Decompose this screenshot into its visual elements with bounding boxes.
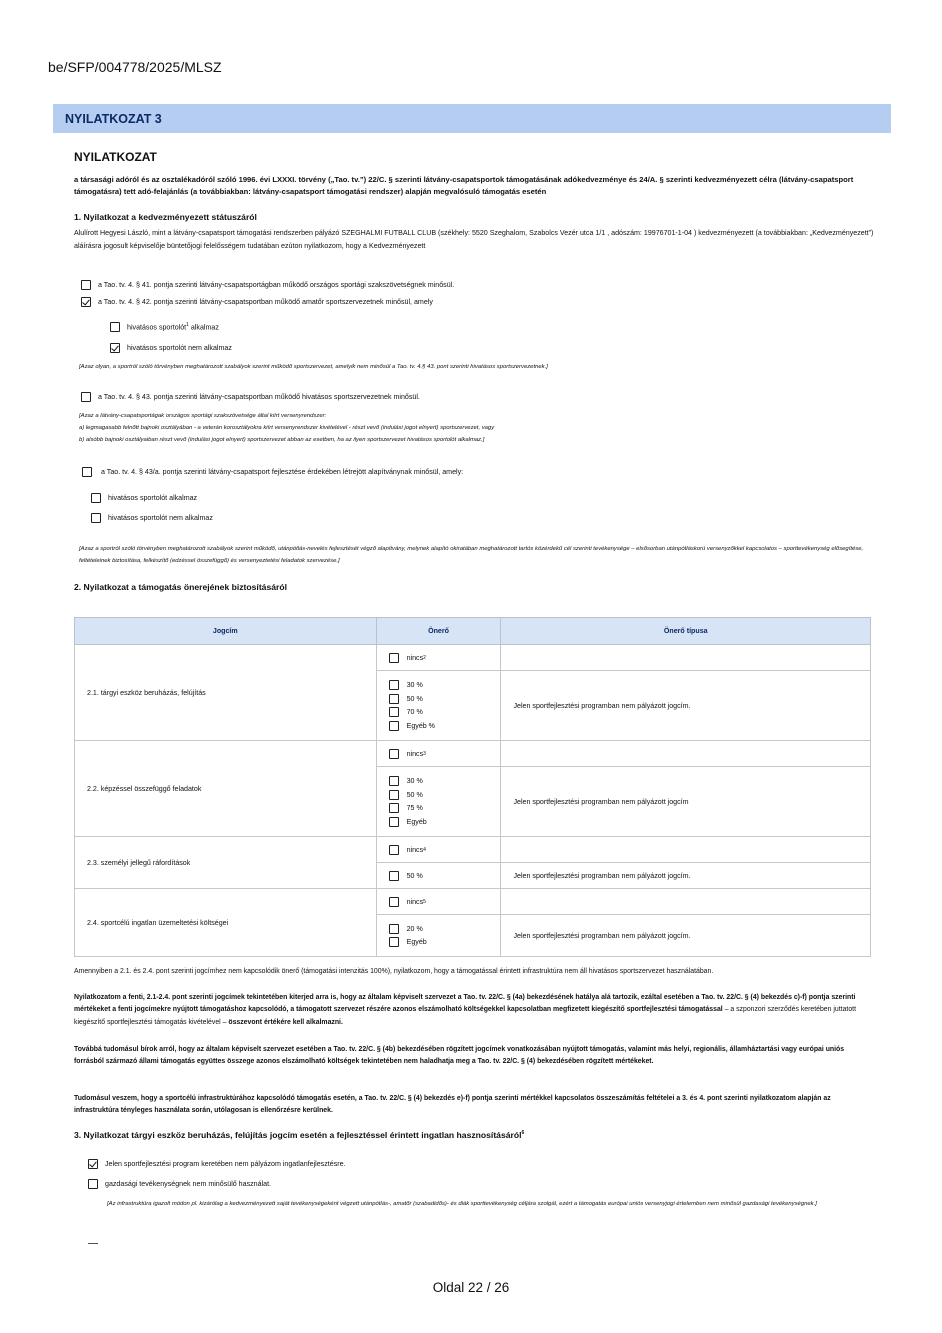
checkbox-icon[interactable] xyxy=(389,694,399,704)
row-label: 2.2. képzéssel összefüggő feladatok xyxy=(75,741,377,837)
option-label: gazdasági tevékenységnek nem minősülő használat. xyxy=(105,1180,272,1188)
option-label: nincs xyxy=(406,845,424,854)
option-label: nincs xyxy=(406,897,424,906)
status-option-42[interactable] xyxy=(81,297,433,307)
table-header-row xyxy=(75,618,871,645)
option-percent[interactable] xyxy=(389,788,501,802)
table-row xyxy=(75,837,871,863)
table-row xyxy=(75,645,871,671)
option-percent[interactable] xyxy=(389,922,501,936)
option-percent[interactable] xyxy=(389,692,501,706)
none-cell xyxy=(376,889,501,915)
declaration-intro: a társasági adóról és az osztalékadóról szóló 1996. évi LXXXI. törvény („Tao. tv.”) 22/C. § szerinti látvány-csapatsportok támogatásának adókedvezménye és 24/A. § szerinti kedvezményezett célra (látvány-csapatsport támogatásra) tett adó-felajánlás (a továbbiakban: látvány-csapatsport támogatási rendszer) alapján megvalósuló támogatás esetén xyxy=(74,175,854,197)
option-label: 70 % xyxy=(406,708,423,717)
footnote-ref: 4 xyxy=(423,846,426,853)
own-contribution-table xyxy=(74,617,871,957)
document-id: be/SFP/004778/2025/MLSZ xyxy=(48,59,222,75)
table-row xyxy=(75,741,871,767)
option-label: hivatásos sportolót alkalmaz xyxy=(108,494,198,502)
status-option-41[interactable] xyxy=(81,280,454,290)
status-42-professional-no[interactable] xyxy=(110,343,232,353)
option-label: Jelen sportfejlesztési program keretében nem pályázom ingatlanfejlesztésre. xyxy=(105,1160,346,1168)
option-label: 75 % xyxy=(406,804,423,813)
checkbox-icon[interactable] xyxy=(389,721,399,731)
section-3-title-text: 3. Nyilatkozat tárgyi eszköz beruházás, felújítás jogcím esetén a fejlesztéssel érintett ingatlan hasznosításáról xyxy=(74,1130,522,1140)
footnote-ref: 3 xyxy=(423,750,426,757)
checkbox-icon[interactable] xyxy=(389,749,399,759)
type-cell: Jelen sportfejlesztési programban nem pályázott jogcím xyxy=(501,767,871,837)
checkbox-icon[interactable] xyxy=(389,803,399,813)
type-cell: Jelen sportfejlesztési programban nem pályázott jogcím. xyxy=(501,671,871,741)
section-1-text: Alulírott Hegyesi László, mint a látvány-csapatsport támogatási rendszerben pályázó SZEGHALMI FUTBALL CLUB (székhely: 5520 Szeghalom, Szabolcs Vezér utca 1/1 , adószám: 19976701-1-04 ) kedvezményezett (a továbbiakban: „Kedvezményezett”) aláírásra jogosult képviselője büntetőjogi felelősségem tudatában ezúton nyilatkozom, hogy a Kedvezményezett xyxy=(74,229,874,250)
option-percent[interactable] xyxy=(389,815,501,829)
section-header-bar xyxy=(53,104,891,133)
para-part: – a szponzori szerződés keretében juttatott kiegészítő sportfejlesztési támogatás kivételével – xyxy=(74,1006,856,1026)
paragraph-state-aid: Továbbá tudomásul bírok arról, hogy az általam képviselt szervezet esetében a Tao. tv. 22/C. § (4b) bekezdésében rögzített jogcímek vonatkozásában nyújtott támogatás, valamint más helyi, regionális, államháztartási vagy európai uniós forrásból származó állami támogatás együttes összege azonos elszámolható költségek tekintetében nem haladhatja meg a Tao. tv. 22/C. § (4) bekezdésében rögzített mértékeket. xyxy=(74,1046,845,1066)
checkbox-icon[interactable] xyxy=(91,493,101,503)
empty-cell xyxy=(501,889,871,915)
percent-cell xyxy=(376,767,501,837)
option-none[interactable] xyxy=(389,651,501,665)
option-text: hivatásos sportolót xyxy=(127,323,187,332)
table-row xyxy=(75,889,871,915)
option-percent[interactable] xyxy=(389,719,501,733)
checkbox-icon[interactable] xyxy=(82,467,92,477)
header-onero: Önerő xyxy=(376,618,501,645)
note-42: [Azaz olyan, a sportról szóló törvényben meghatározott szabályok szerint működő sportszervezet, amelyik nem minősül a Tao. tv. 4.§ 43. pont szerinti hivatásos sportszervezetnek.] xyxy=(79,364,548,370)
option-label: 50 % xyxy=(406,790,423,799)
note-43a: [Azaz a sportról szóló törvényben meghatározott szabályok szerint működő, utánpótlás-nevelés fejlesztését végző alapítvány, melynek alapító okiratában meghatározott tartós közérdekű cél szerinti tevékenysége – elsősorban utánpótláskorú versenyzőkkel kapcsolatos – sporttevékenység elősegítése, feltételeinek biztosítása, felkészítő (edzéssel összefüggő) és versenyeztetési feladatok szervezése.] xyxy=(79,546,864,564)
option-percent[interactable] xyxy=(389,679,501,693)
section-title: NYILATKOZAT 3 xyxy=(65,112,162,126)
checkbox-icon[interactable] xyxy=(389,871,399,881)
option-none[interactable] xyxy=(389,895,501,909)
option-none[interactable] xyxy=(389,843,501,857)
status-43a-professional-no[interactable] xyxy=(91,513,213,523)
option-text-tail: alkalmaz xyxy=(188,323,219,332)
option-label: 30 % xyxy=(406,777,423,786)
checkbox-icon[interactable] xyxy=(389,790,399,800)
option-label: 20 % xyxy=(406,924,423,933)
note-line: b) alsóbb bajnoki osztályaiban részt vevő (indulási jogot elnyert) sportszervezet abban az esetben, ha az ilyen sportszervezet hivatásos sportolót alkalmaz.] xyxy=(79,436,485,443)
footnote-ref: 2 xyxy=(423,654,426,661)
checkbox-icon[interactable] xyxy=(91,513,101,523)
checkbox-icon[interactable] xyxy=(389,897,399,907)
option-label: a Tao. tv. 4. § 43. pontja szerinti látvány-csapatsportban működő hivatásos sportszervezetnek minősül. xyxy=(98,393,420,401)
checkbox-icon[interactable] xyxy=(389,937,399,947)
header-onero-tipusa: Önerő típusa xyxy=(501,618,871,645)
footnote-ref: 6 xyxy=(521,1130,525,1137)
section-2-title-wrap xyxy=(74,582,287,592)
checkbox-icon[interactable] xyxy=(389,817,399,827)
property-option-no-development[interactable] xyxy=(88,1159,346,1169)
option-label: nincs xyxy=(406,749,424,758)
empty-cell xyxy=(501,741,871,767)
option-label: a Tao. tv. 4. § 41. pontja szerinti látvány-csapatsportágban működő országos sportági szakszövetségnek minősül. xyxy=(98,281,455,289)
type-cell: Jelen sportfejlesztési programban nem pályázott jogcím. xyxy=(501,863,871,889)
section-3-title-wrap xyxy=(74,1130,894,1140)
status-42-professional-yes[interactable] xyxy=(110,322,219,332)
para-part: Nyilatkozatom a fenti, 2.1-2.4. pont szerinti jogcímek tekintetében kiterjed arra is, hogy az általam képviselt szervezet a Tao. tv. 22/C. § (4a) bekezdésének hatálya alá tartozik, ezáltal esetében a Tao. tv. 22/C. § (4) bekezdés c)-f) pontja szerinti mértékeket a fenti jogcímekre nyújtott támogatáshoz kapcsolódó, a támogatott szervezet részére azonos elszámolható költségekkel kapcsolatban megfizetett kiegészítő sportfejlesztési támogatással xyxy=(74,994,856,1014)
none-cell xyxy=(376,645,501,671)
option-label: a Tao. tv. 4. § 42. pontja szerinti látvány-csapatsportban működő amatőr sportszervezetnek minősül, amely xyxy=(98,298,433,306)
checkbox-checked-icon[interactable] xyxy=(110,343,120,353)
option-percent[interactable] xyxy=(389,775,501,789)
checkbox-icon[interactable] xyxy=(88,1179,98,1189)
para-part: összevont értékére kell alkalmazni. xyxy=(228,1018,343,1026)
declaration-content xyxy=(74,150,874,253)
option-label: Egyéb % xyxy=(406,721,435,730)
footnote-ref: 1 xyxy=(186,322,189,329)
row-label: 2.1. tárgyi eszköz beruházás, felújítás xyxy=(75,645,377,741)
option-label xyxy=(127,322,219,331)
option-label: hivatásos sportolót nem alkalmaz xyxy=(108,514,213,522)
section-1-title: 1. Nyilatkozat a kedvezményezett státuszáról xyxy=(74,212,257,223)
note-43 xyxy=(79,411,889,447)
checkbox-icon[interactable] xyxy=(389,680,399,690)
property-option-non-economic[interactable] xyxy=(88,1179,271,1189)
status-option-43a[interactable] xyxy=(82,467,463,477)
header-jogcim: Jogcím xyxy=(75,618,377,645)
checkbox-checked-icon[interactable] xyxy=(81,297,91,307)
option-percent[interactable] xyxy=(389,936,501,950)
note-non-economic: [Az infrastruktúra igazolt módon pl. kizárólag a kedvezményezett saját tevékenységeként végzett utánpótlás-, amatőr (szabadidős)- és diák sporttevékenység céljára szolgál, ezért a támogatás európai uniós versenyjogi értelemben nem minősül gazdasági tevékenységnek.] xyxy=(107,1201,817,1207)
empty-cell xyxy=(501,645,871,671)
checkbox-icon[interactable] xyxy=(389,845,399,855)
percent-cell xyxy=(376,863,501,889)
percent-cell xyxy=(376,915,501,957)
checkbox-icon[interactable] xyxy=(389,924,399,934)
checkbox-icon[interactable] xyxy=(389,653,399,663)
option-label: nincs xyxy=(406,653,424,662)
option-label: 50 % xyxy=(406,694,423,703)
checkbox-icon[interactable] xyxy=(110,322,120,332)
footnote-ref: 5 xyxy=(423,898,426,905)
none-cell xyxy=(376,837,501,863)
option-label: 30 % xyxy=(406,681,423,690)
page-number: Oldal 22 / 26 xyxy=(432,1280,510,1295)
option-label: a Tao. tv. 4. § 43/a. pontja szerinti látvány-csapatsport fejlesztése érdekében létrejött alapítványnak minősül, amely: xyxy=(101,468,464,476)
option-percent[interactable] xyxy=(389,869,501,883)
option-none[interactable] xyxy=(389,747,501,761)
checkbox-icon[interactable] xyxy=(81,392,91,402)
option-label: Egyéb xyxy=(406,938,427,947)
section-2-title: 2. Nyilatkozat a támogatás önerejének biztosításáról xyxy=(74,582,288,592)
option-percent[interactable] xyxy=(389,802,501,816)
option-label: Egyéb xyxy=(406,817,427,826)
status-option-43[interactable] xyxy=(81,392,420,402)
row-label: 2.3. személyi jellegű ráfordítások xyxy=(75,837,377,889)
option-percent[interactable] xyxy=(389,706,501,720)
option-label: hivatásos sportolót nem alkalmaz xyxy=(127,344,232,352)
row-label: 2.4. sportcélú ingatlan üzemeltetési költségei xyxy=(75,889,377,957)
note-line: a) legmagasabb felnőtt bajnoki osztályában - a veterán korosztályokra kiírt versenyrendszer kivételével - részt vevő (indulási jogot elnyert) sportszervezet, vagy xyxy=(79,424,495,431)
status-43a-professional-yes[interactable] xyxy=(91,493,197,503)
paragraph-cumulative xyxy=(74,992,870,1029)
note-line: [Azaz a látvány-csapatsportágak országos sportági szakszövetsége által kiírt versenyrendszer: xyxy=(79,413,327,419)
percent-cell xyxy=(376,671,501,741)
section-3-title xyxy=(74,1130,894,1140)
empty-cell xyxy=(501,837,871,863)
footnote-divider xyxy=(88,1243,98,1244)
checkbox-icon[interactable] xyxy=(389,776,399,786)
after-table-note: Amennyiben a 2.1. és 2.4. pont szerinti jogcímhez nem kapcsolódik önerő (támogatási intenzitás 100%), nyilatkozom, hogy a támogatással érintett infrastruktúra nem áll hivatásos sportszervezet használatában. xyxy=(74,968,714,975)
checkbox-checked-icon[interactable] xyxy=(88,1159,98,1169)
checkbox-icon[interactable] xyxy=(389,707,399,717)
none-cell xyxy=(376,741,501,767)
option-label: 50 % xyxy=(406,871,423,880)
paragraph-infrastructure: Tudomásul veszem, hogy a sportcélú infrastruktúrához kapcsolódó támogatás esetén, a Tao. tv. 22/C. § (4) bekezdés e)-f) pontja szerinti mértékkel kapcsolatos összeszámítás feltételei a 3. és 4. pont szerinti nyilatkozatom alapján az infrastruktúra tényleges használata során, utólagosan is ellenőrzésre kerülnek. xyxy=(74,1095,831,1115)
checkbox-icon[interactable] xyxy=(81,280,91,290)
declaration-title: NYILATKOZAT xyxy=(74,150,157,164)
type-cell: Jelen sportfejlesztési programban nem pályázott jogcím. xyxy=(501,915,871,957)
